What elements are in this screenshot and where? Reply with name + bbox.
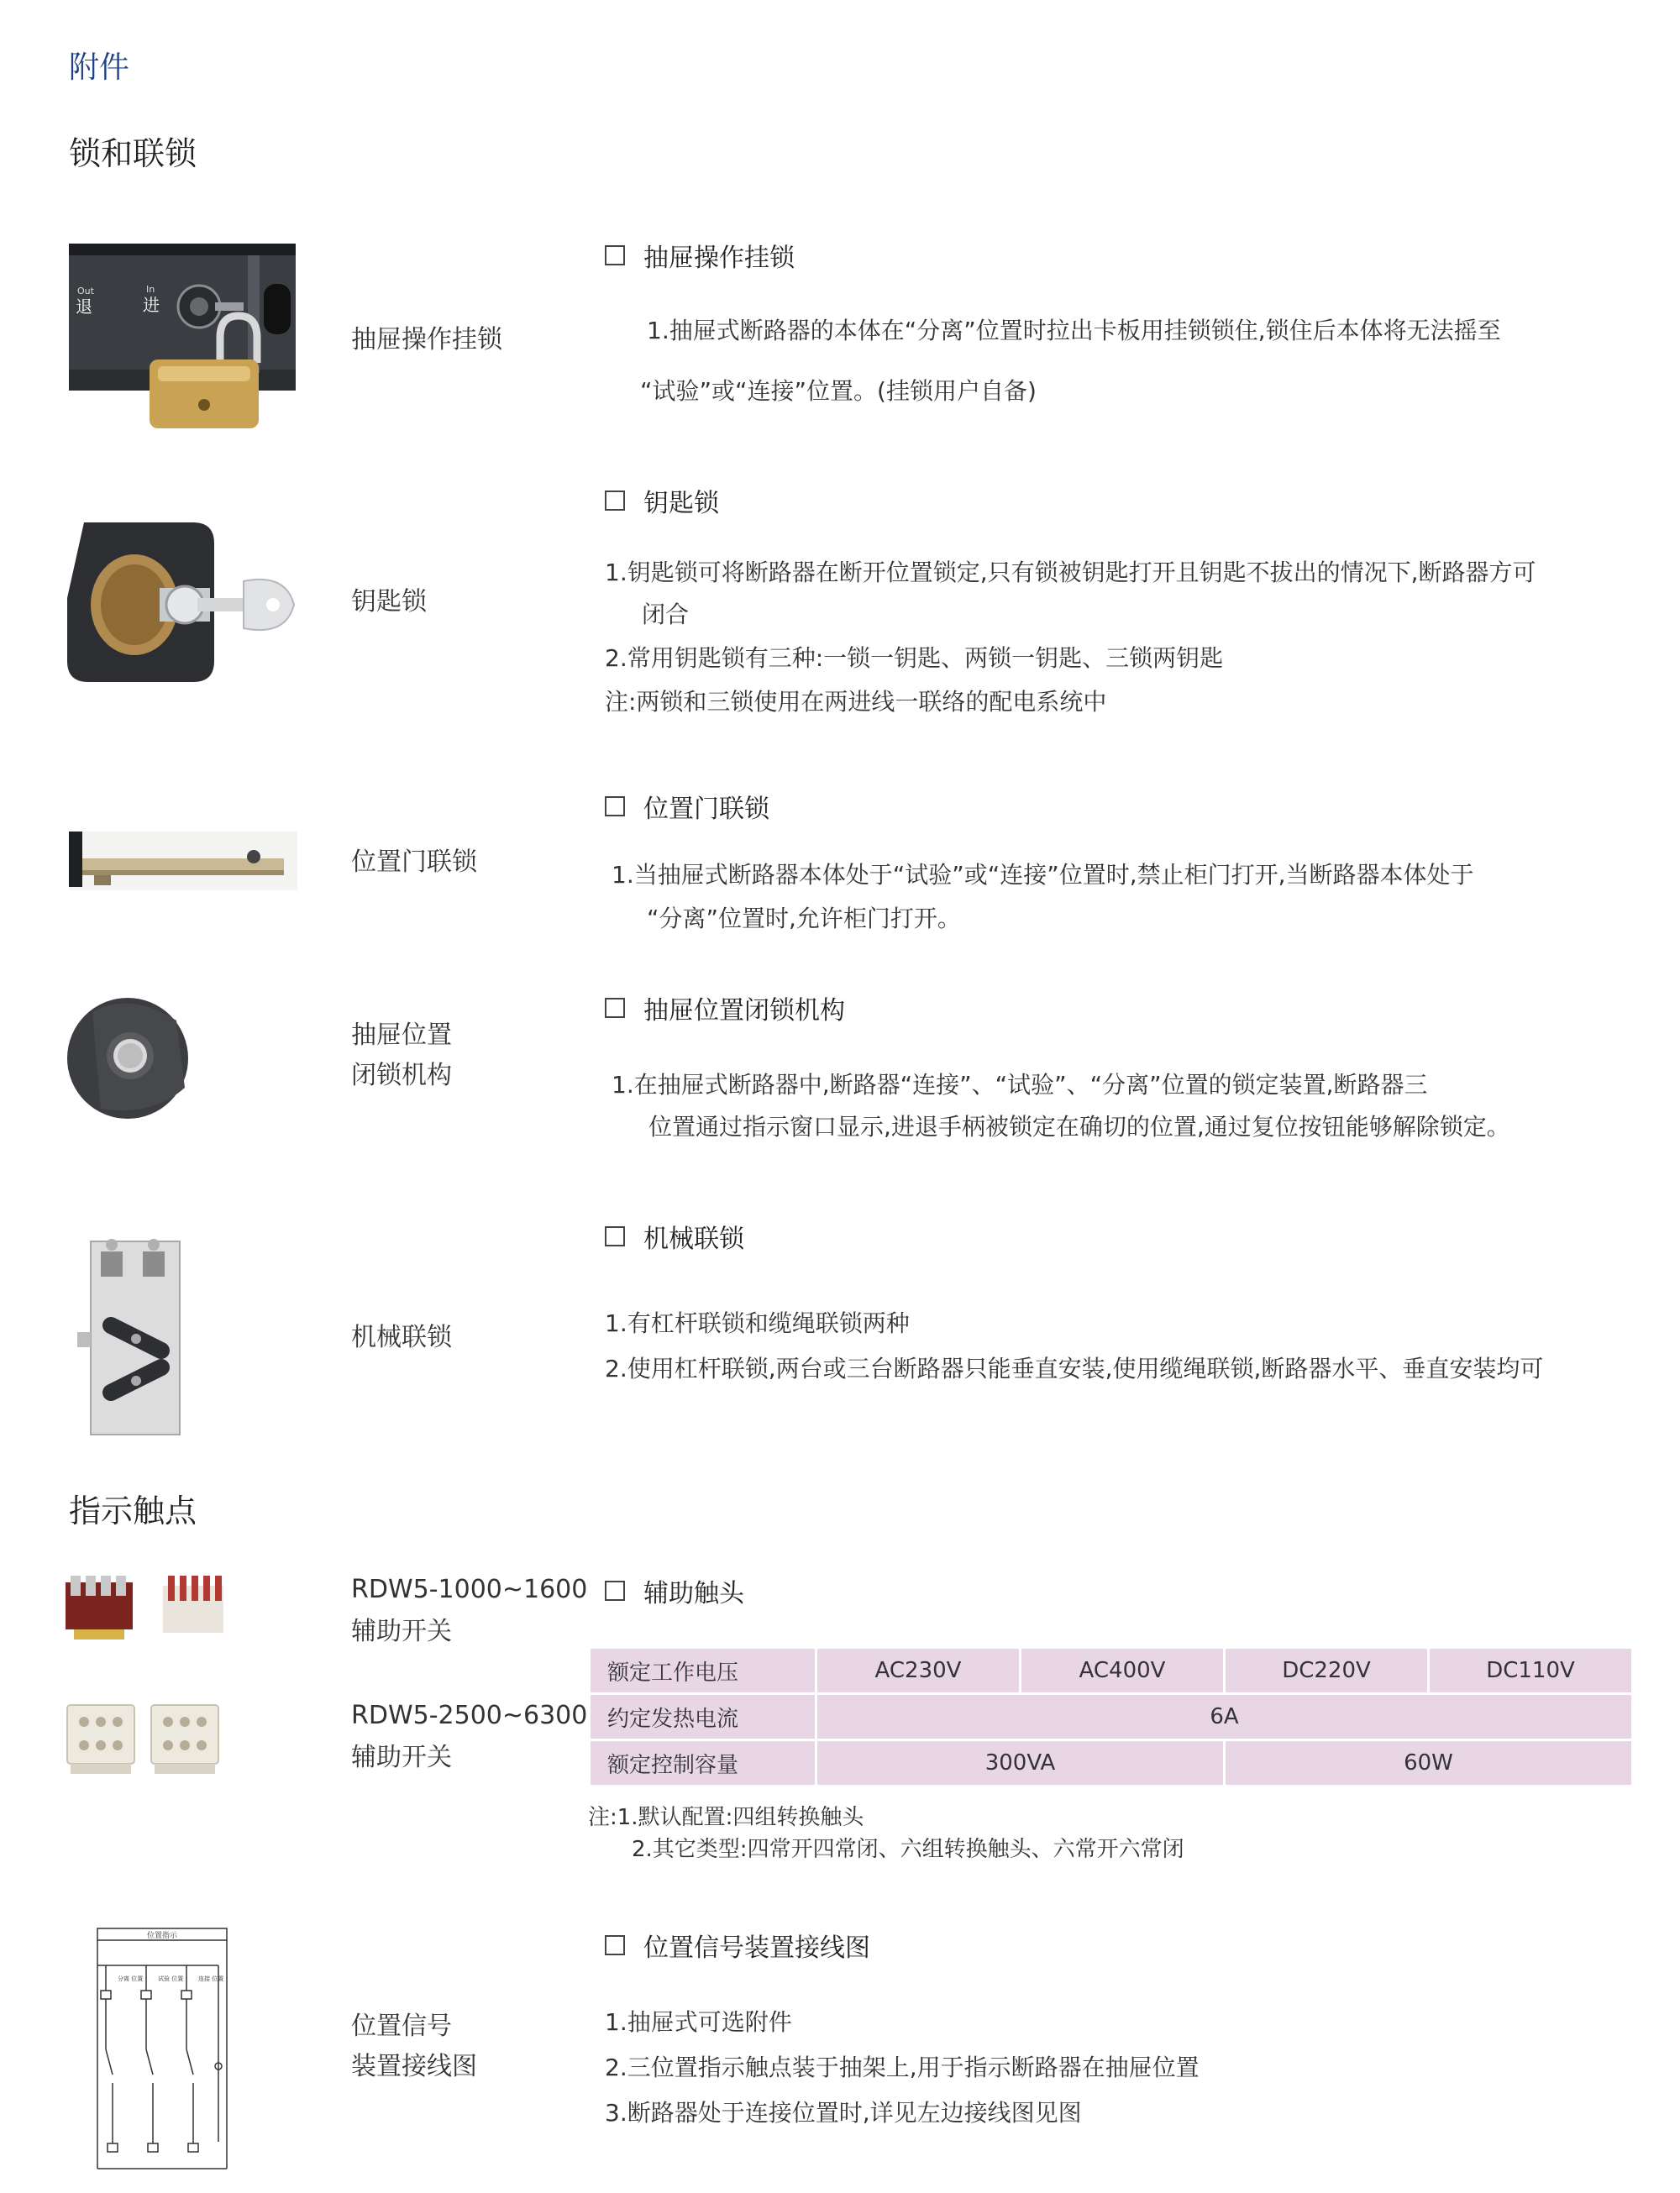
drawer-lock-heading: 抽屉位置闭锁机构 (605, 989, 845, 1026)
aux-switch-photo-2 (62, 1700, 230, 1780)
table-row (590, 1740, 1633, 1786)
padlock-line-1: 1.抽屉式断路器的本体在“分离”位置时拉出卡板用挂锁锁住,锁住后本体将无法摇至 (647, 317, 1501, 344)
aux-side-label-a2: 辅助开关 (351, 1617, 452, 1646)
padlock-line-2: “试验”或“连接”位置。(挂锁用户自备) (640, 377, 1037, 405)
mech-interlock-photo (77, 1233, 186, 1440)
key-lock-photo (67, 522, 302, 682)
drawer-lock-line-2: 位置通过指示窗口显示,进退手柄被锁定在确切的位置,通过复位按钮能够解除锁定。 (648, 1113, 1510, 1141)
svg-text:In: In (146, 284, 155, 295)
key-lock-line-2: 闭合 (642, 601, 690, 628)
door-interlock-line-2: “分离”位置时,允许柜门打开。 (647, 905, 961, 932)
key-lock-line-3: 2.常用钥匙锁有三种:一锁一钥匙、两锁一钥匙、三锁两钥匙 (605, 644, 1224, 672)
key-lock-line-1: 1.钥匙锁可将断路器在断开位置锁定,只有锁被钥匙打开且钥匙不拔出的情况下,断路器方可 (605, 559, 1536, 586)
wiring-heading: 位置信号装置接线图 (605, 1927, 870, 1964)
padlock-heading: 抽屉操作挂锁 (605, 237, 795, 274)
mech-interlock-line-2: 2.使用杠杆联锁,两台或三台断路器只能垂直安装,使用缆绳联锁,断路器水平、垂直安装均可 (605, 1355, 1544, 1382)
diagram-label: 分离 位置 (118, 1975, 144, 1982)
checkbox-icon (605, 491, 625, 511)
aux-contact-spec-table (588, 1646, 1634, 1787)
table-cell: 60W (1225, 1740, 1633, 1786)
padlock-photo (69, 244, 296, 433)
aux-note-1: 注:1.默认配置:四组转换触头 (588, 1805, 864, 1830)
drawer-lock-photo (67, 995, 193, 1121)
drawer-lock-side-label-1: 抽屉位置 (351, 1020, 452, 1050)
table-cell: AC400V (1021, 1648, 1225, 1694)
key-lock-heading: 钥匙锁 (605, 482, 719, 519)
svg-text:进: 进 (143, 295, 160, 315)
checkbox-icon (605, 1935, 625, 1955)
checkbox-icon (605, 245, 625, 265)
aux-side-label-a1: RDW5-1000~1600 (351, 1575, 588, 1604)
door-interlock-line-1: 1.当抽屉式断路器本体处于“试验”或“连接”位置时,禁止柜门打开,当断路器本体处于 (612, 861, 1474, 889)
table-cell: DC220V (1225, 1648, 1429, 1694)
door-interlock-side-label: 位置门联锁 (351, 847, 477, 877)
svg-text:退: 退 (76, 296, 92, 317)
table-cell: 300VA (816, 1740, 1225, 1786)
door-interlock-heading: 位置门联锁 (605, 788, 769, 825)
drawer-lock-side-label-2: 闭锁机构 (351, 1061, 452, 1090)
svg-text:Out: Out (77, 286, 94, 296)
drawer-lock-line-1: 1.在抽屉式断路器中,断路器“连接”、“试验”、“分离”位置的锁定装置,断路器三 (612, 1071, 1428, 1099)
checkbox-icon (605, 1581, 625, 1601)
mech-interlock-line-1: 1.有杠杆联锁和缆绳联锁两种 (605, 1309, 910, 1337)
wiring-line-2: 2.三位置指示触点装于抽架上,用于指示断路器在抽屉位置 (605, 2054, 1200, 2081)
table-row (590, 1648, 1633, 1694)
table-row (590, 1694, 1633, 1740)
checkbox-icon (605, 998, 625, 1018)
checkbox-icon (605, 1226, 625, 1246)
table-cell: AC230V (816, 1648, 1021, 1694)
mech-interlock-heading: 机械联锁 (605, 1218, 744, 1255)
table-cell: DC110V (1429, 1648, 1633, 1694)
key-lock-side-label: 钥匙锁 (351, 587, 427, 616)
aux-side-label-b1: RDW5-2500~6300 (351, 1701, 588, 1730)
aux-side-label-b2: 辅助开关 (351, 1743, 452, 1772)
door-interlock-photo (69, 832, 297, 890)
diagram-label: 试验 位置 (158, 1975, 184, 1982)
aux-switch-photo-1 (62, 1572, 230, 1648)
mech-interlock-side-label: 机械联锁 (351, 1323, 452, 1352)
wiring-line-1: 1.抽屉式可选附件 (605, 2008, 792, 2036)
checkbox-icon (605, 796, 625, 816)
diagram-title: 位置指示 (146, 1932, 178, 1940)
wiring-line-3: 3.断路器处于连接位置时,详见左边接线图见图 (605, 2099, 1082, 2127)
page-title: 附件 (69, 50, 130, 85)
diagram-label: 连接 位置 (198, 1975, 224, 1982)
section-title-indicator: 指示触点 (69, 1493, 197, 1529)
wiring-side-label-2: 装置接线图 (351, 2052, 477, 2081)
aux-contact-heading: 辅助触头 (605, 1572, 744, 1609)
table-cell: 6A (816, 1694, 1633, 1740)
section-title-locks: 锁和联锁 (69, 135, 197, 172)
table-cell: 额定控制容量 (590, 1740, 816, 1786)
aux-note-2: 2.其它类型:四常开四常闭、六组转换触头、六常开六常闭 (632, 1837, 1184, 1862)
table-cell: 额定工作电压 (590, 1648, 816, 1694)
wiring-diagram (69, 1923, 237, 2175)
key-lock-note: 注:两锁和三锁使用在两进线一联络的配电系统中 (605, 688, 1107, 716)
padlock-side-label: 抽屉操作挂锁 (351, 325, 502, 354)
wiring-side-label-1: 位置信号 (351, 2012, 452, 2041)
table-cell: 约定发热电流 (590, 1694, 816, 1740)
